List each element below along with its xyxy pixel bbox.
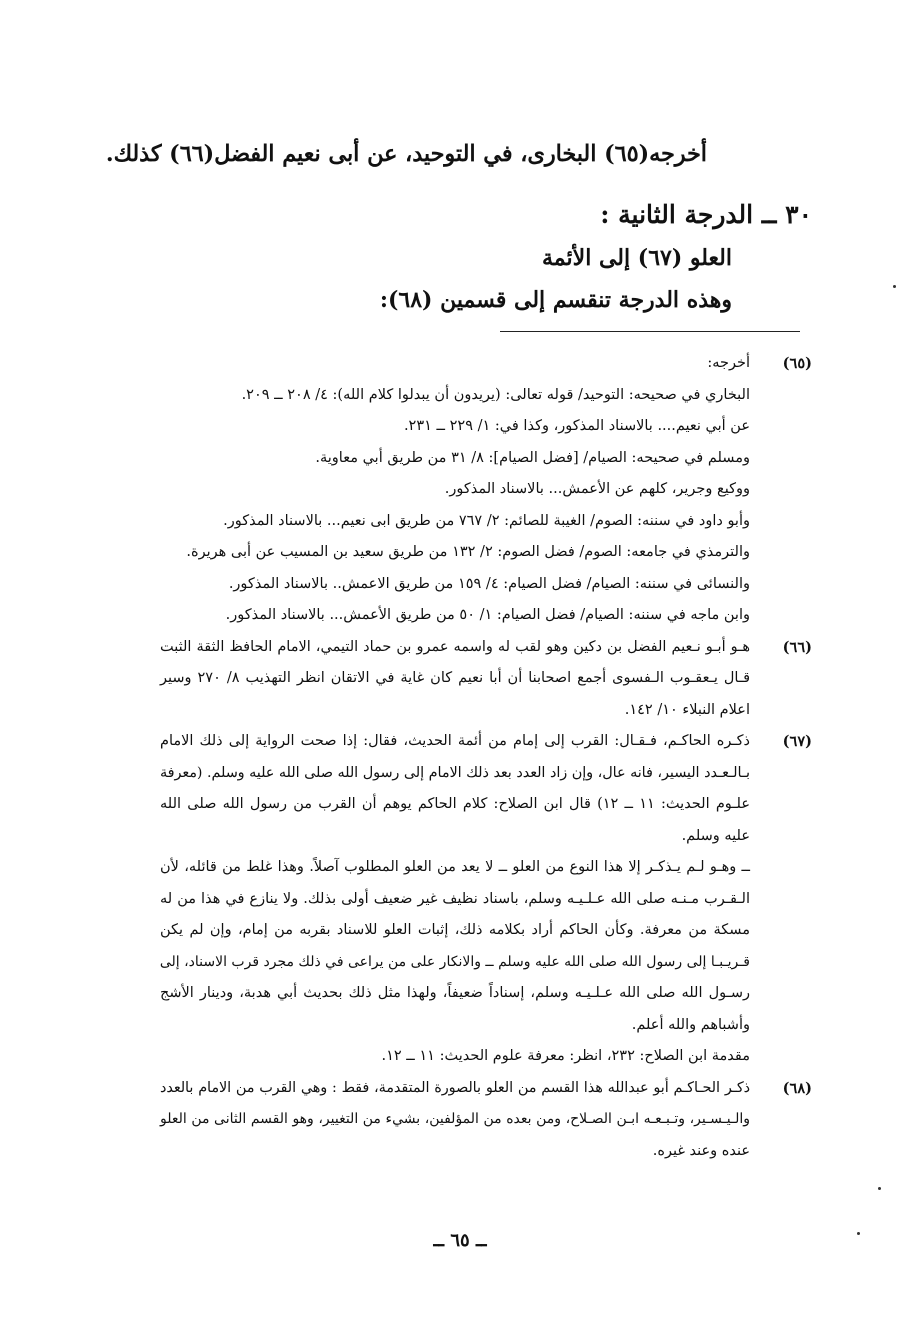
footnote-65 bbox=[160, 348, 812, 632]
footnote-line: ومسلم في صحيحه: الصيام/ [فضل الصيام]: ٨/ ٣١ من طريق أبي معاوية. bbox=[315, 449, 750, 466]
footnote-line: ووكيع وجرير، كلهم عن الأعمش... بالاسناد المذكور. bbox=[444, 481, 750, 497]
footnote-number: (٦٥) bbox=[782, 355, 812, 372]
footnote-line: وأبو داود في سننه: الصوم/ الغيبة للصائم: ٢/ ٧٦٧ من طريق ابى نعيم... بالاسناد المذكور. bbox=[223, 512, 750, 529]
footnote-line: قـريـبـا إلى رسول الله صلى الله عليه وسلم ــ والانكار على من يراعى في ذلك مجرد قرب الاسناد، إلى bbox=[159, 953, 750, 970]
footnote-line: اعلام النبلاء ١٠/ ١٤٢. bbox=[624, 701, 750, 718]
footnote-line: البخاري في صحيحه: التوحيد/ قوله تعالى: (يريدون أن يبدلوا كلام الله): ٤/ ٢٠٨ ــ ٢٠٩. bbox=[241, 386, 750, 403]
footnote-line: أخرجه: bbox=[707, 355, 750, 371]
footnote-line: ذكـره الحاكـم، فـقـال: القرب إلى إمام من أئمة الحديث، فقال: إذا صحت الرواية إلى ذلك الامام bbox=[160, 733, 750, 749]
scan-speck bbox=[857, 1232, 860, 1235]
footnote-separator bbox=[500, 331, 800, 332]
footnote-number: (٦٨) bbox=[782, 1079, 812, 1097]
footnote-line: وابن ماجه في سننه: الصيام/ فضل الصيام: ١/ ٥٠ من طريق الأعمش... بالاسناد المذكور. bbox=[225, 607, 750, 623]
section-line-2: وهذه الدرجة تنقسم إلى قسمين (٦٨): bbox=[379, 287, 732, 313]
footnote-line: مسكة من معرفة. وكأن الحاكم أراد بكلامه ذلك، إثبات العلو للاسناد بقربه من إمام، وإن لم يكن bbox=[160, 922, 750, 938]
footnote-line: عليه وسلم. bbox=[681, 827, 750, 844]
section-heading: ٣٠ ــ الدرجة الثانية : bbox=[600, 200, 812, 229]
footnote-line: ــ وهـو لـم يـذكـر إلا هذا النوع من العلو ــ لا يعد من العلو المطلوب آصلاً. وهذا غلط من قائله، لأن bbox=[160, 859, 750, 875]
scan-speck bbox=[878, 1187, 881, 1190]
footnote-line: وأشباهم والله أعلم. bbox=[631, 1016, 750, 1033]
footnote-68 bbox=[160, 1073, 812, 1168]
footnote-number: (٦٦) bbox=[782, 638, 812, 656]
footnote-line: علـوم الحديث: ١١ ــ ١٢) قال ابن الصلاح: كلام الحاكم يوهم أن القرب من رسول الله صلى الله bbox=[160, 796, 750, 812]
footnote-line: قـال يـعقـوب الـفسوى أجمع اصحابنا أن أبا نعيم كان غاية في الاتقان انظر التهذيب ٨/ ٢٧٠ وسير bbox=[160, 670, 751, 686]
section-line-1: العلو (٦٧) إلى الأئمة bbox=[542, 245, 732, 271]
footnote-line: ذكـر الحـاكـم أبو عبدالله هذا القسم من العلو بالصورة المتقدمة، فقط : وهي القرب من الامام بالعدد bbox=[160, 1079, 750, 1096]
footnote-line: مقدمة ابن الصلاح: ٢٣٢، انظر: معرفة علوم الحديث: ١١ ــ ١٢. bbox=[381, 1048, 750, 1064]
footnote-line: عنده وعند غيره. bbox=[652, 1142, 750, 1159]
footnote-line: الـقـرب مـنـه صلى الله عـلـيـه وسلم، باسناد نظيف غير ضعيف أولى بذلك. ولا ينازع في هذا من له bbox=[160, 890, 750, 907]
footnote-number: (٦٧) bbox=[782, 733, 812, 750]
footnote-line: والـيـسـير، وتـبـعـه ابـن الصـلاح، ومن بعده من المؤلفين، بشيء من التغيير، وهو القسم الثانى من العلو bbox=[160, 1111, 750, 1127]
footnote-line: والنسائى في سننه: الصيام/ فضل الصيام: ٤/ ١٥٩ من طريق الاعمش.. بالاسناد المذكور. bbox=[228, 575, 750, 592]
footnote-line: بـالـعـدد اليسير، فانه عال، وإن زاد العدد بعد ذلك الامام إلى رسول الله صلى الله عليه وسلم. (معرفة bbox=[160, 764, 750, 781]
page-number: ــ ٦٥ ــ bbox=[433, 1230, 487, 1251]
footnote-67 bbox=[160, 726, 812, 1073]
footnote-line: رسـول الله صلى الله عـلـيـه وسلم، إسناداً ضعيفاً، ولهذا مثل ذلك بحديث أبي هدبة، ودينار الأشج bbox=[160, 985, 750, 1001]
footnote-line: والترمذي في جامعه: الصوم/ فضل الصوم: ٢/ ١٣٢ من طريق سعيد بن المسيب عن أبى هريرة. bbox=[186, 544, 750, 560]
footnotes bbox=[160, 348, 812, 1167]
main-text-line: أخرجه(٦٥) البخارى، في التوحيد، عن أبى نعيم الفضل(٦٦) كذلك. bbox=[105, 141, 707, 167]
footnote-line: عن أبي نعيم.... بالاسناد المذكور، وكذا في: ١/ ٢٢٩ ــ ٢٣١. bbox=[403, 418, 750, 434]
footnote-66 bbox=[160, 632, 812, 727]
footnote-line: هـو أبـو نـعيم الفضل بن دكين وهو لقب له واسمه عمرو بن حماد التيمي، الامام الحافظ الثقة الثبت bbox=[160, 638, 750, 655]
scan-speck bbox=[893, 285, 896, 288]
